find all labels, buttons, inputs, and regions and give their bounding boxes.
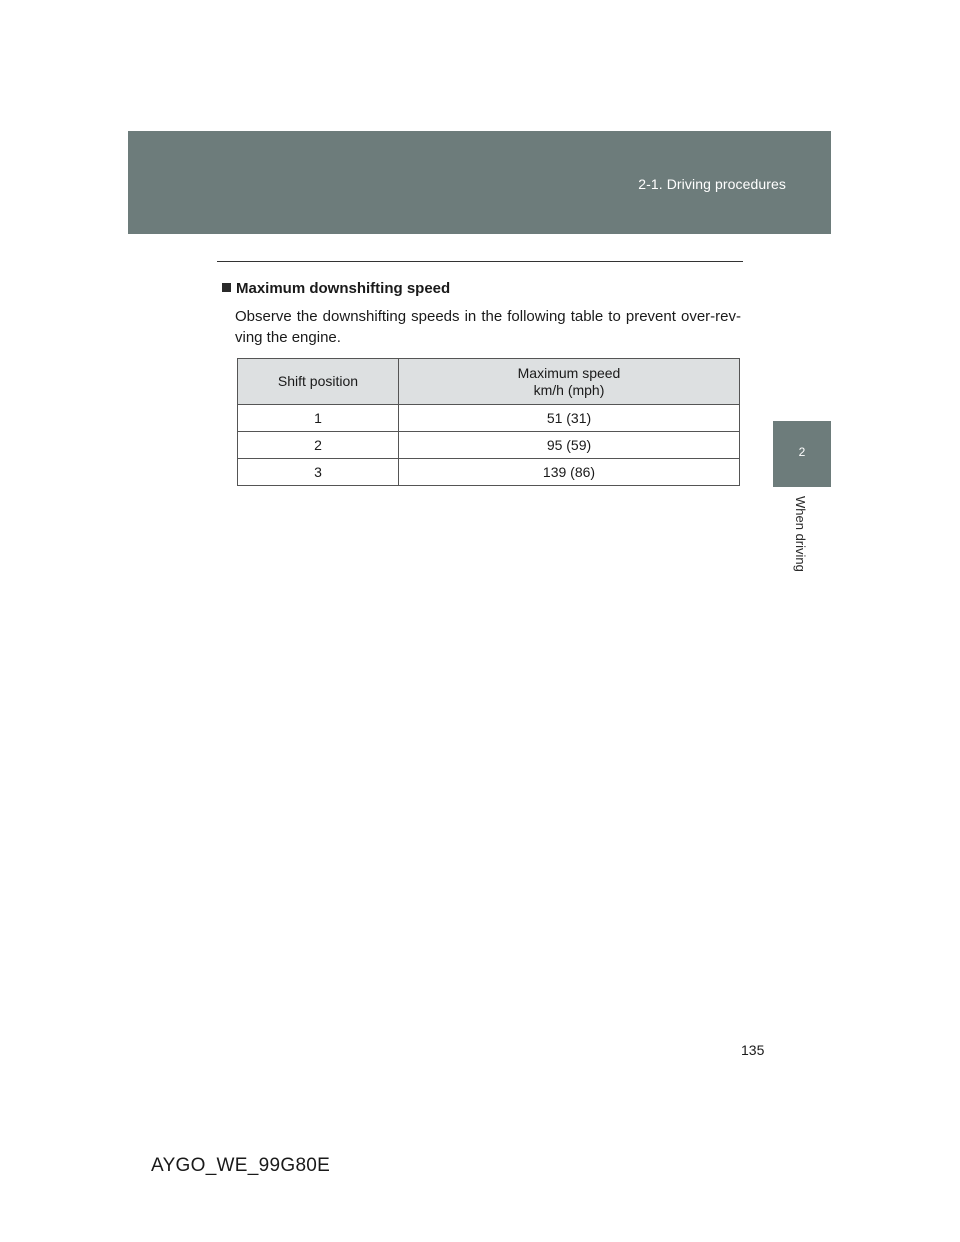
cell-shift-position: 2 xyxy=(238,432,399,459)
section-divider xyxy=(217,261,743,262)
section-title: 2-1. Driving procedures xyxy=(638,176,786,192)
body-paragraph: Observe the downshifting speeds in the following table to prevent over-rev-ving the engine. xyxy=(235,308,741,346)
table-header-row xyxy=(238,359,740,405)
chapter-tab-number: 2 xyxy=(798,445,806,459)
cell-shift-position: 1 xyxy=(238,405,399,432)
section-header-band xyxy=(128,131,831,234)
header-maximum-speed xyxy=(399,359,740,405)
page-number: 135 xyxy=(741,1042,765,1058)
cell-maximum-speed: 51 (31) xyxy=(399,405,740,432)
document-code: AYGO_WE_99G80E xyxy=(151,1155,331,1176)
chapter-tab xyxy=(773,421,831,487)
cell-maximum-speed: 95 (59) xyxy=(399,432,740,459)
table-row xyxy=(238,459,740,486)
section-heading xyxy=(222,280,450,297)
cell-maximum-speed: 139 (86) xyxy=(399,459,740,486)
header-maximum-speed-line1: Maximum speed xyxy=(517,364,621,381)
header-maximum-speed-line2: km/h (mph) xyxy=(533,381,605,398)
chapter-tab-label: When driving xyxy=(793,496,808,572)
table-row xyxy=(238,432,740,459)
cell-shift-position: 3 xyxy=(238,459,399,486)
section-heading-text: Maximum downshifting speed xyxy=(236,280,451,297)
square-bullet-icon xyxy=(222,283,231,292)
downshift-speed-table xyxy=(237,358,740,486)
header-shift-position: Shift position xyxy=(238,359,399,405)
table-row xyxy=(238,405,740,432)
